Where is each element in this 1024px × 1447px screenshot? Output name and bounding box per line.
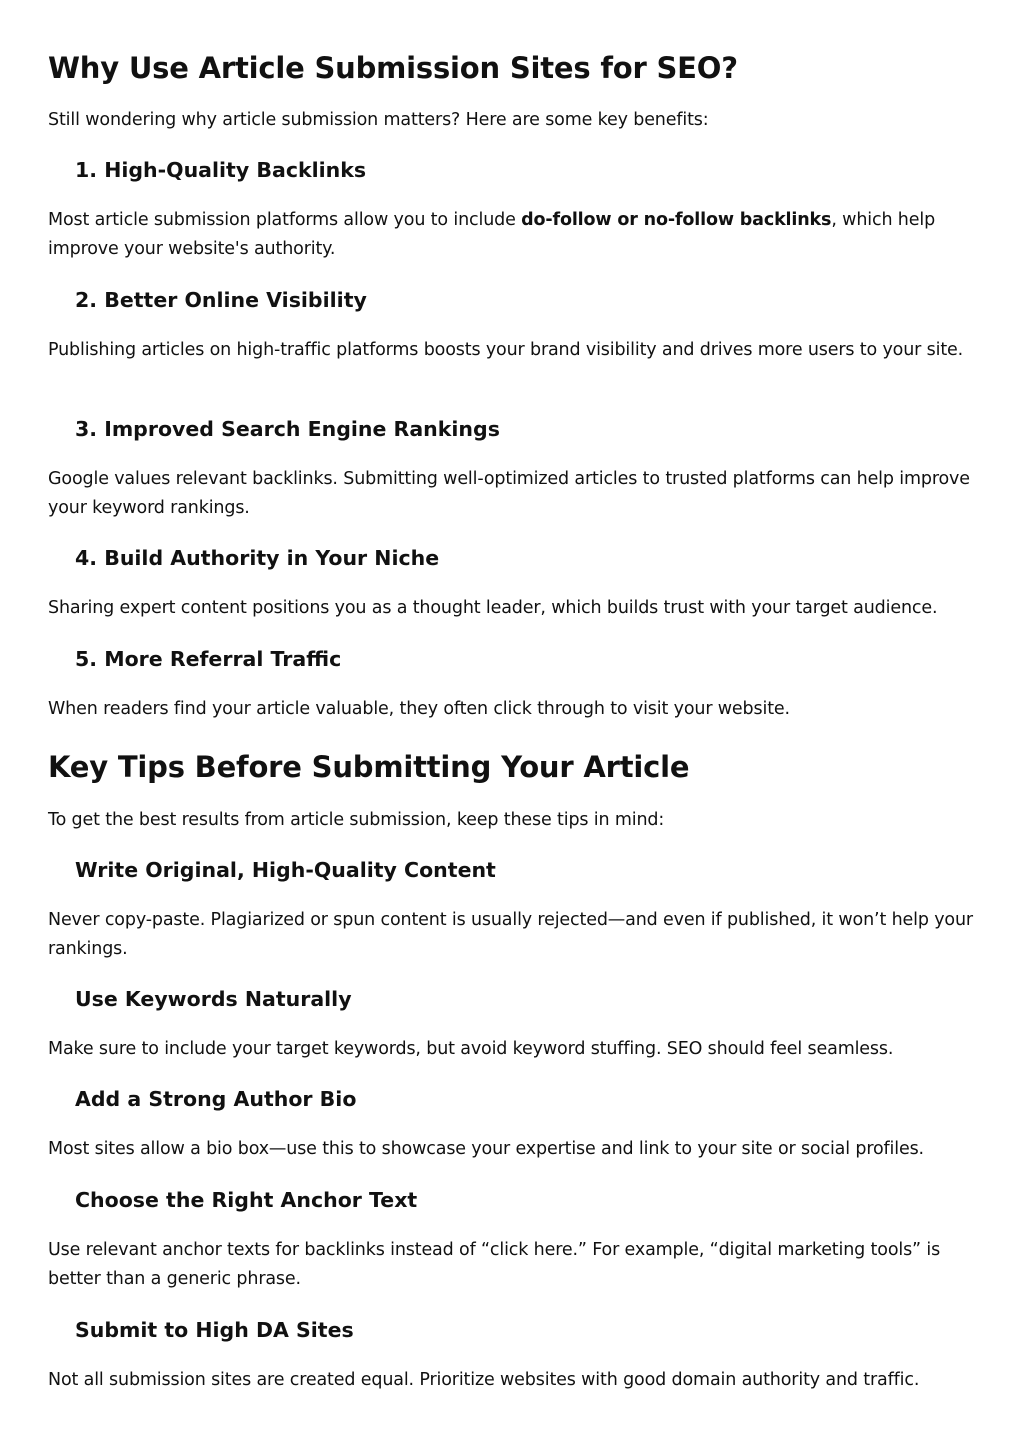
benefit-title: 1. High-Quality Backlinks (75, 158, 367, 182)
benefit-text: Google values relevant backlinks. Submitting well-optimized articles to trusted platforms can help improve your keyword rankings. (48, 469, 970, 518)
tip-text: Use relevant anchor texts for backlinks instead of “click here.” For example, “digital marketing tools” is better than a generic phrase. (48, 1240, 941, 1289)
section-intro: To get the best results from article submission, keep these tips in mind: (48, 810, 665, 830)
section-heading-key-tips: Key Tips Before Submitting Your Article (48, 750, 690, 784)
benefit-title: 4. Build Authority in Your Niche (75, 546, 440, 570)
section-heading-why-use: Why Use Article Submission Sites for SEO? (48, 51, 738, 85)
tip-title: Write Original, High-Quality Content (75, 858, 496, 882)
benefit-title: 5. More Referral Traffic (75, 647, 342, 671)
benefit-title: 2. Better Online Visibility (75, 288, 367, 312)
tip-text: Never copy-paste. Plagiarized or spun content is usually rejected—and even if published, it won’t help your rankings. (48, 910, 973, 959)
tip-text: Most sites allow a bio box—use this to showcase your expertise and link to your site or social profiles. (48, 1139, 924, 1159)
tip-text: Not all submission sites are created equal. Prioritize websites with good domain authority and traffic. (48, 1370, 920, 1390)
benefit-title: 3. Improved Search Engine Rankings (75, 417, 500, 441)
tip-title: Submit to High DA Sites (75, 1318, 354, 1342)
benefit-text: Sharing expert content positions you as a thought leader, which builds trust with your target audience. (48, 598, 938, 618)
emphasis-text: do-follow or no-follow backlinks (521, 210, 832, 230)
tip-title: Add a Strong Author Bio (75, 1087, 357, 1111)
benefit-text: When readers find your article valuable, they often click through to visit your website. (48, 699, 790, 719)
tip-title: Use Keywords Naturally (75, 987, 352, 1011)
benefit-text: Publishing articles on high-traffic platforms boosts your brand visibility and drives more users to your site. (48, 340, 964, 360)
section-intro: Still wondering why article submission matters? Here are some key benefits: (48, 110, 709, 130)
tip-title: Choose the Right Anchor Text (75, 1188, 418, 1212)
benefit-text: Most article submission platforms allow you to include do-follow or no-follow backlinks, which help improve your website's authority. (48, 210, 936, 259)
tip-text: Make sure to include your target keywords, but avoid keyword stuffing. SEO should feel seamless. (48, 1039, 894, 1059)
